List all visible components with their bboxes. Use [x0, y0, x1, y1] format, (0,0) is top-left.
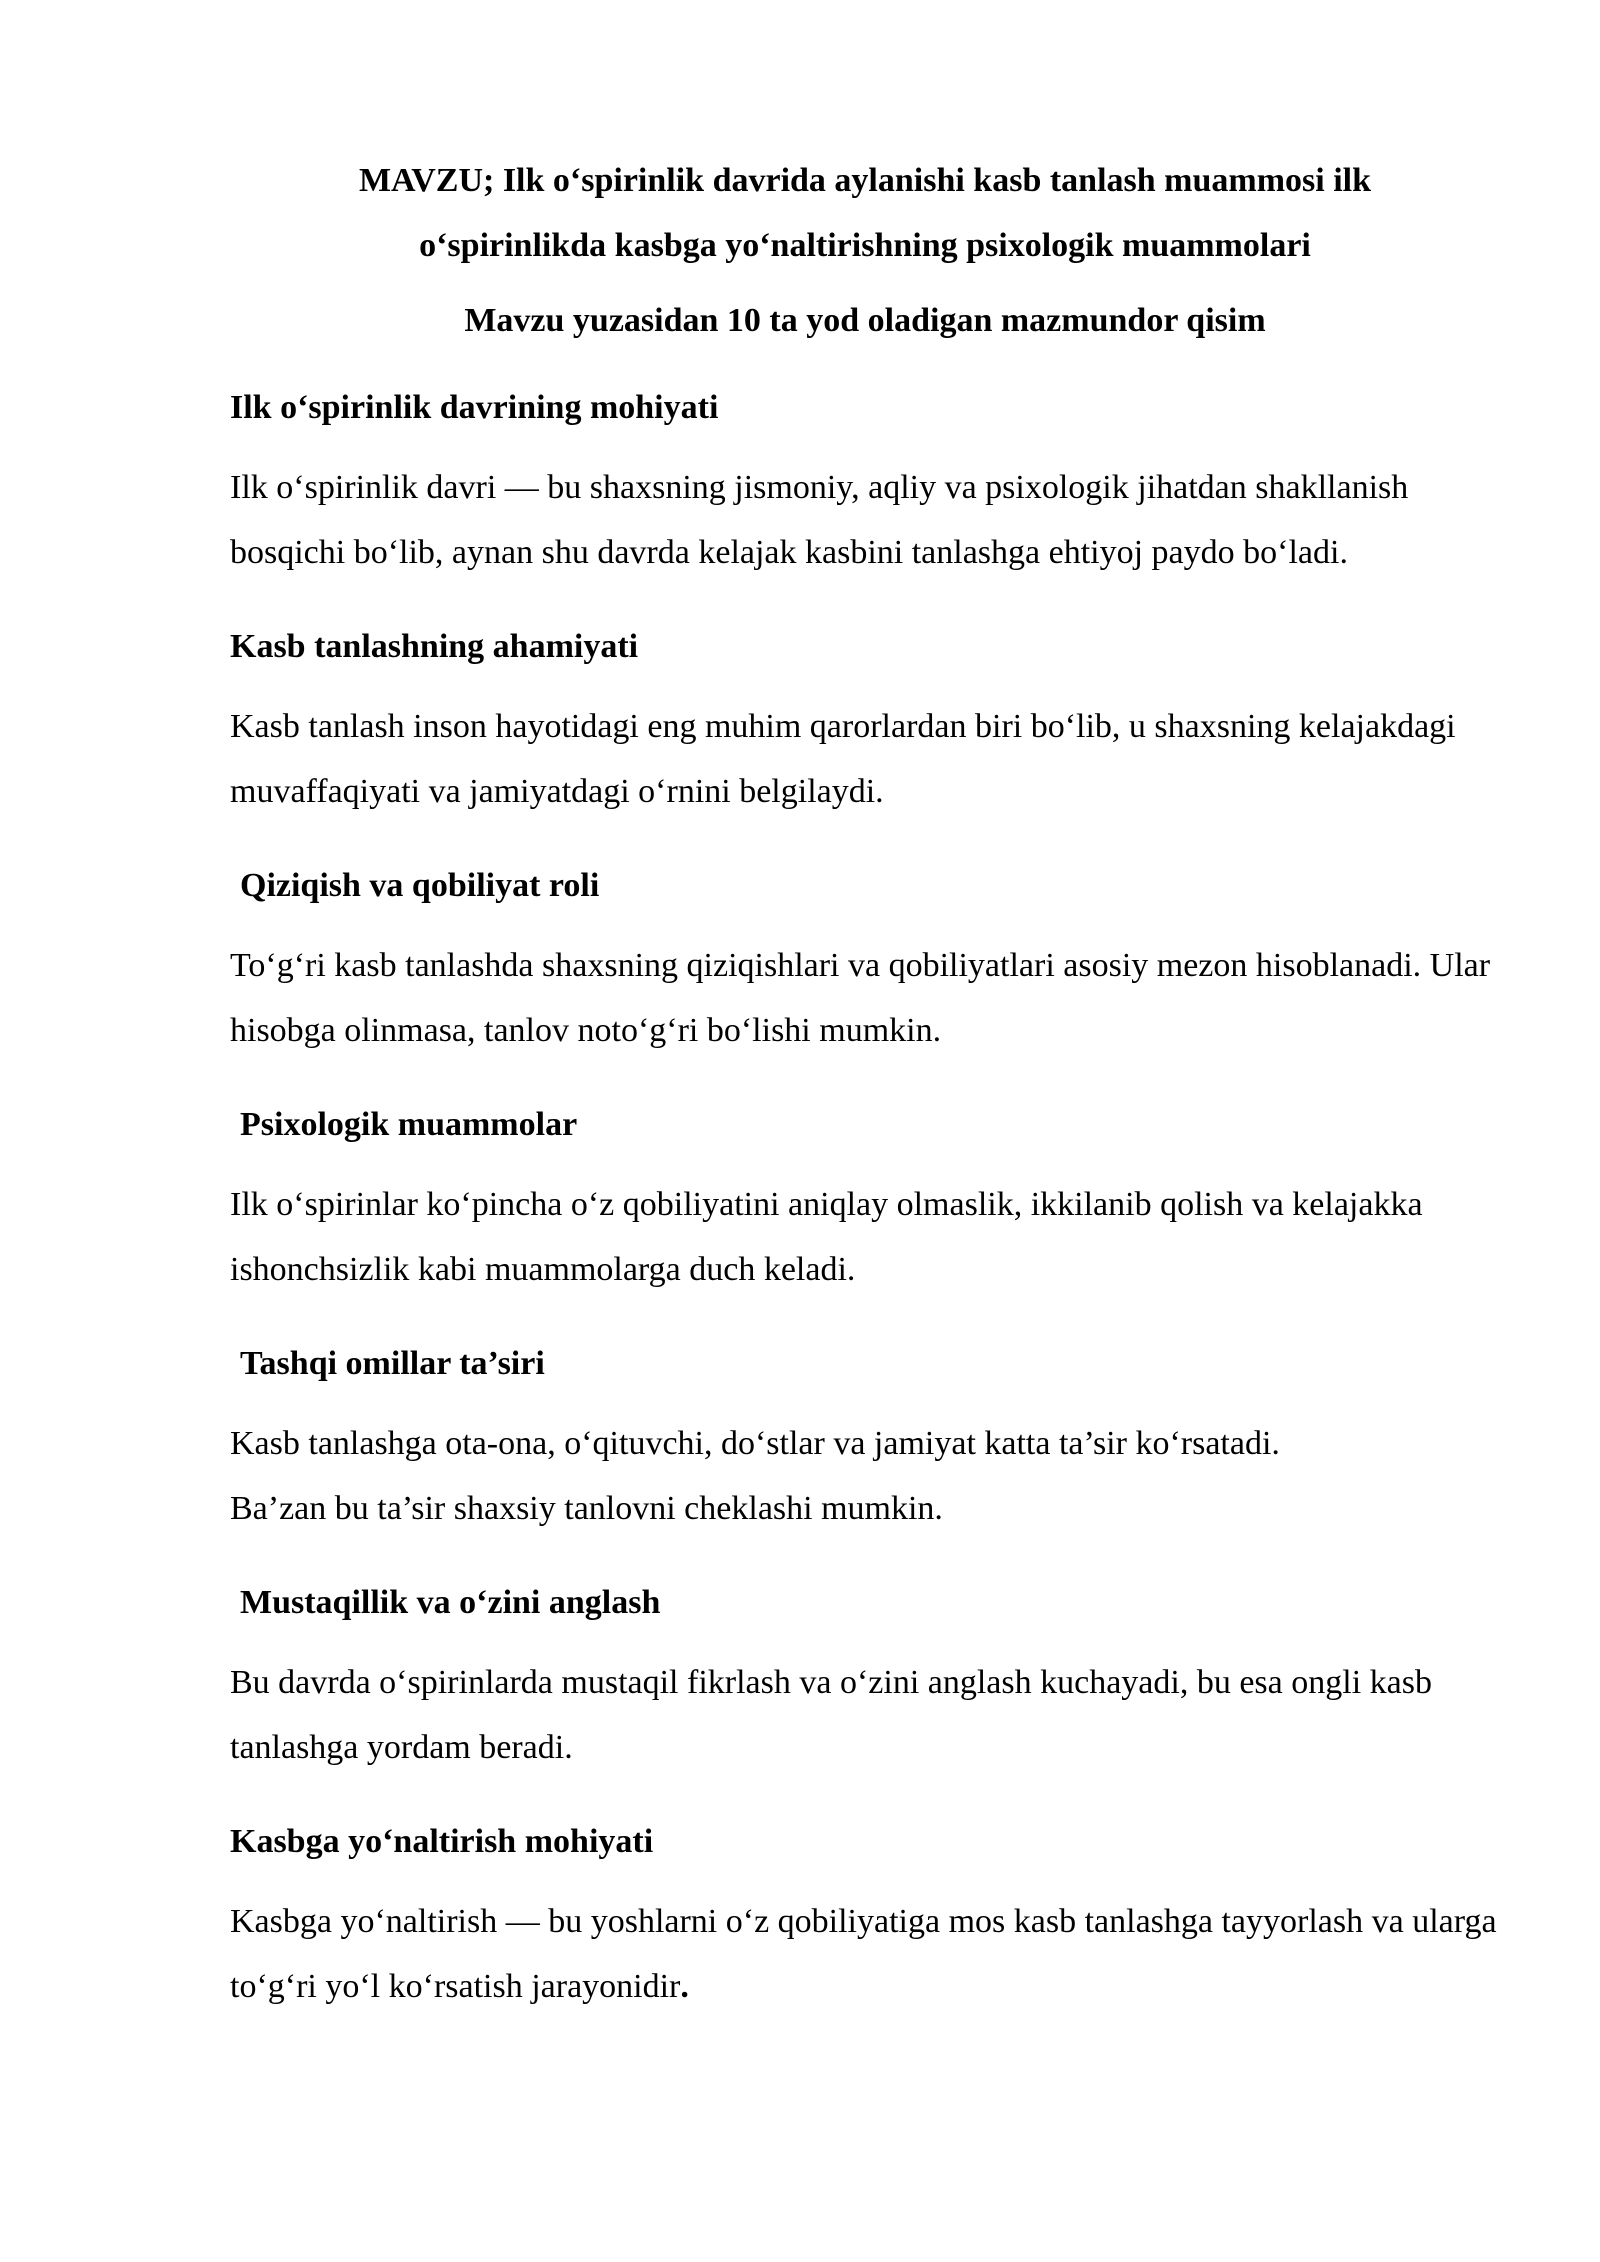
section-paragraph: Ilk o‘spirinlik davri — bu shaxsning jismoniy, aqliy va psixologik jihatdan shakllanish bosqichi bo‘lib, aynan shu davrda kelajak kasbini tanlashga ehtiyoj paydo bo‘ladi.: [230, 469, 1409, 571]
title-line-1: MAVZU; Ilk o‘spirinlik davrida aylanishi kasb tanlash muammosi ilk: [358, 162, 1372, 199]
section-1: [230, 383, 1500, 585]
paragraph-text: Kasbga yo‘naltirish — bu yoshlarni o‘z qobiliyatiga mos kasb tanlashga tayyorlash va ularga to‘g‘ri yo‘l ko‘rsatish jarayonidir: [230, 1903, 1497, 2005]
document-title: [230, 148, 1500, 278]
section-paragraph: [230, 1411, 1500, 1541]
title-line-2: o‘spirinlikda kasbga yo‘naltirishning psixologik muammolari: [419, 227, 1311, 264]
paragraph-line-1: Kasb tanlashga ota-ona, o‘qituvchi, do‘stlar va jamiyat katta ta’sir ko‘rsatadi.: [230, 1425, 1280, 1462]
section-6: [230, 1578, 1500, 1780]
section-heading: Kasbga yo‘naltirish mohiyati: [230, 1823, 654, 1860]
section-heading: Kasb tanlashning ahamiyati: [230, 628, 639, 665]
section-heading: Ilk o‘spirinlik davrining mohiyati: [230, 389, 719, 426]
section-2: [230, 622, 1500, 824]
document-body: [230, 148, 1500, 2019]
paragraph-end-period: .: [680, 1968, 689, 2005]
section-paragraph: Ilk o‘spirinlar ko‘pincha o‘z qobiliyatini aniqlay olmaslik, ikkilanib qolish va kelajakka ishonchsizlik kabi muammolarga duch keladi.: [230, 1186, 1423, 1288]
section-paragraph: To‘g‘ri kasb tanlashda shaxsning qiziqishlari va qobiliyatlari asosiy mezon hisoblanadi. Ular hisobga olinmasa, tanlov noto‘g‘ri bo‘lishi mumkin.: [230, 947, 1491, 1049]
section-7: [230, 1817, 1500, 2019]
section-paragraph: Bu davrda o‘spirinlarda mustaqil fikrlash va o‘zini anglash kuchayadi, bu esa ongli kasb tanlashga yordam beradi.: [230, 1664, 1432, 1766]
section-4: [230, 1100, 1500, 1302]
section-5: [230, 1339, 1500, 1541]
section-paragraph: [230, 1889, 1500, 2019]
section-heading: Mustaqillik va o‘zini anglash: [240, 1584, 661, 1621]
section-3: [230, 861, 1500, 1063]
section-heading: Psixologik muammolar: [240, 1106, 578, 1143]
paragraph-line-2: Ba’zan bu ta’sir shaxsiy tanlovni cheklashi mumkin.: [230, 1490, 943, 1527]
section-heading: Qiziqish va qobiliyat roli: [240, 867, 600, 904]
section-heading: Tashqi omillar ta’siri: [240, 1345, 545, 1382]
section-paragraph: Kasb tanlash inson hayotidagi eng muhim qarorlardan biri bo‘lib, u shaxsning kelajakdagi muvaffaqiyati va jamiyatdagi o‘rnini belgilaydi.: [230, 708, 1456, 810]
document-subtitle: Mavzu yuzasidan 10 ta yod oladigan mazmundor qisim: [464, 302, 1266, 339]
